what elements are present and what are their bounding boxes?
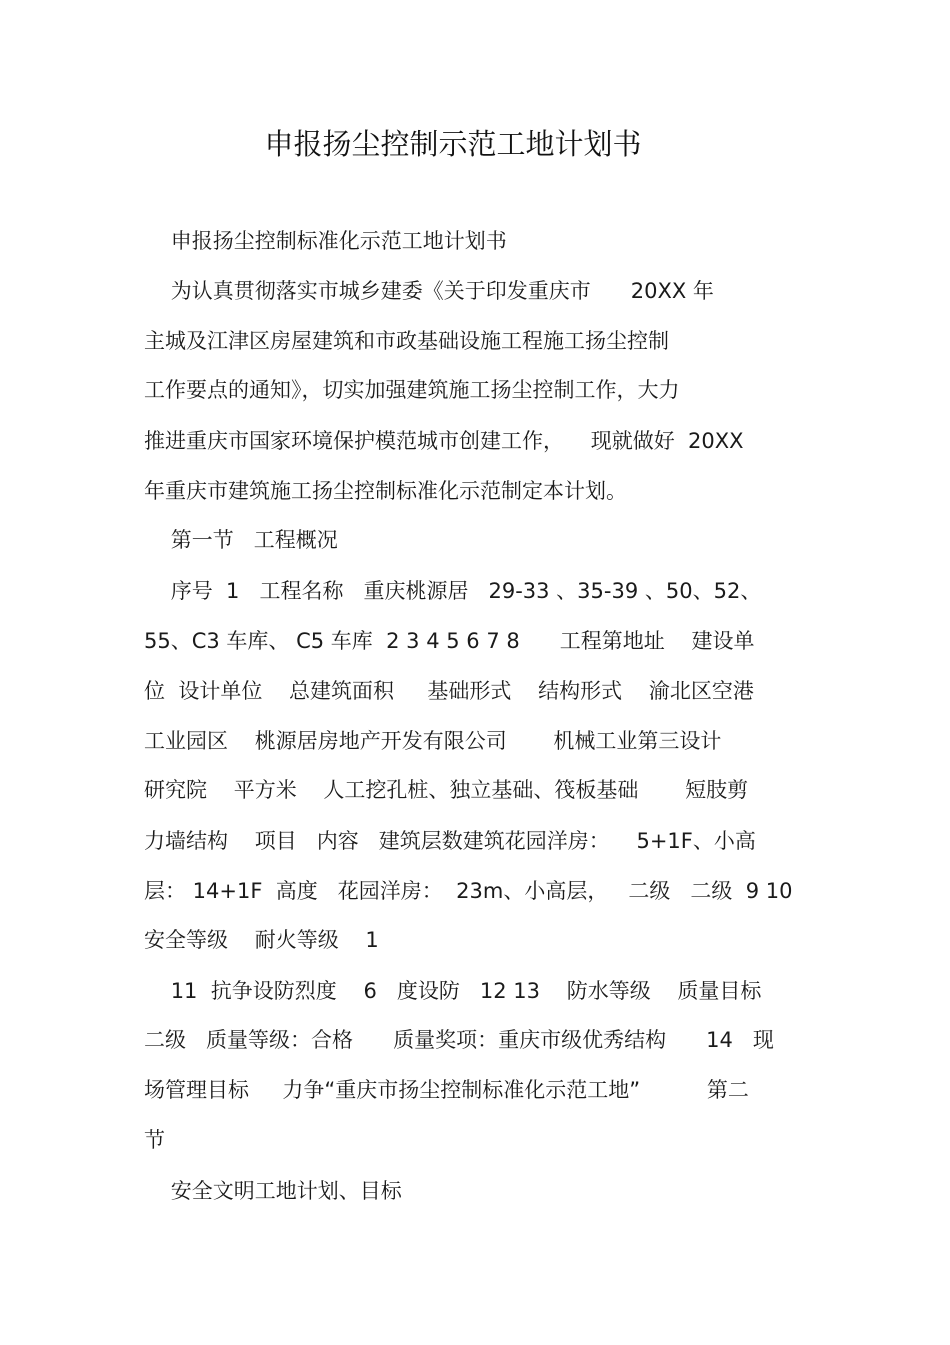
paragraph-line: 序号 1 工程名称 重庆桃源居 29-33 、35-39 、50、52、	[144, 579, 762, 603]
paragraph-line: 工作要点的通知》，切实加强建筑施工扬尘控制工作，大力	[144, 378, 680, 402]
paragraph-line: 位 设计单位 总建筑面积 基础形式 结构形式 渝北区空港	[144, 679, 754, 703]
section-heading: 安全文明工地计划、目标	[144, 1179, 402, 1203]
paragraph-line: 安全等级 耐火等级 1	[144, 928, 379, 952]
paragraph-line: 年重庆市建筑施工扬尘控制标准化示范制定本计划。	[144, 479, 627, 503]
paragraph-line: 研究院 平方米 人工挖孔桩、独立基础、筏板基础 短肢剪	[144, 778, 749, 802]
paragraph-line: 层： 14+1F 高度 花园洋房： 23m、小高层， 二级 二级 9 10	[144, 879, 793, 903]
paragraph-line: 11 抗争设防烈度 6 度设防 12 13 防水等级 质量目标	[144, 979, 762, 1003]
paragraph-line: 节	[144, 1128, 165, 1152]
section-heading: 第一节 工程概况	[144, 528, 338, 552]
paragraph-line: 主城及江津区房屋建筑和市政基础设施工程施工扬尘控制	[144, 329, 669, 353]
paragraph-line: 二级 质量等级：合格 质量奖项：重庆市级优秀结构 14 现	[144, 1028, 774, 1052]
paragraph-line: 工业园区 桃源居房地产开发有限公司 机械工业第三设计	[144, 729, 722, 753]
paragraph-line: 推进重庆市国家环境保护模范城市创建工作， 现就做好 20XX	[144, 429, 744, 453]
paragraph-line: 为认真贯彻落实市城乡建委《关于印发重庆市 20XX 年	[144, 279, 714, 303]
paragraph-line: 55、C3 车库、 C5 车库 2 3 4 5 6 7 8 工程第地址 建设单	[144, 629, 755, 653]
document-title: 申报扬尘控制示范工地计划书	[264, 127, 642, 161]
paragraph-line: 力墙结构 项目 内容 建筑层数建筑花园洋房： 5+1F、小高	[144, 829, 756, 853]
paragraph-line: 场管理目标 力争“重庆市扬尘控制标准化示范工地” 第二	[144, 1078, 749, 1102]
paragraph-line: 申报扬尘控制标准化示范工地计划书	[144, 229, 507, 253]
